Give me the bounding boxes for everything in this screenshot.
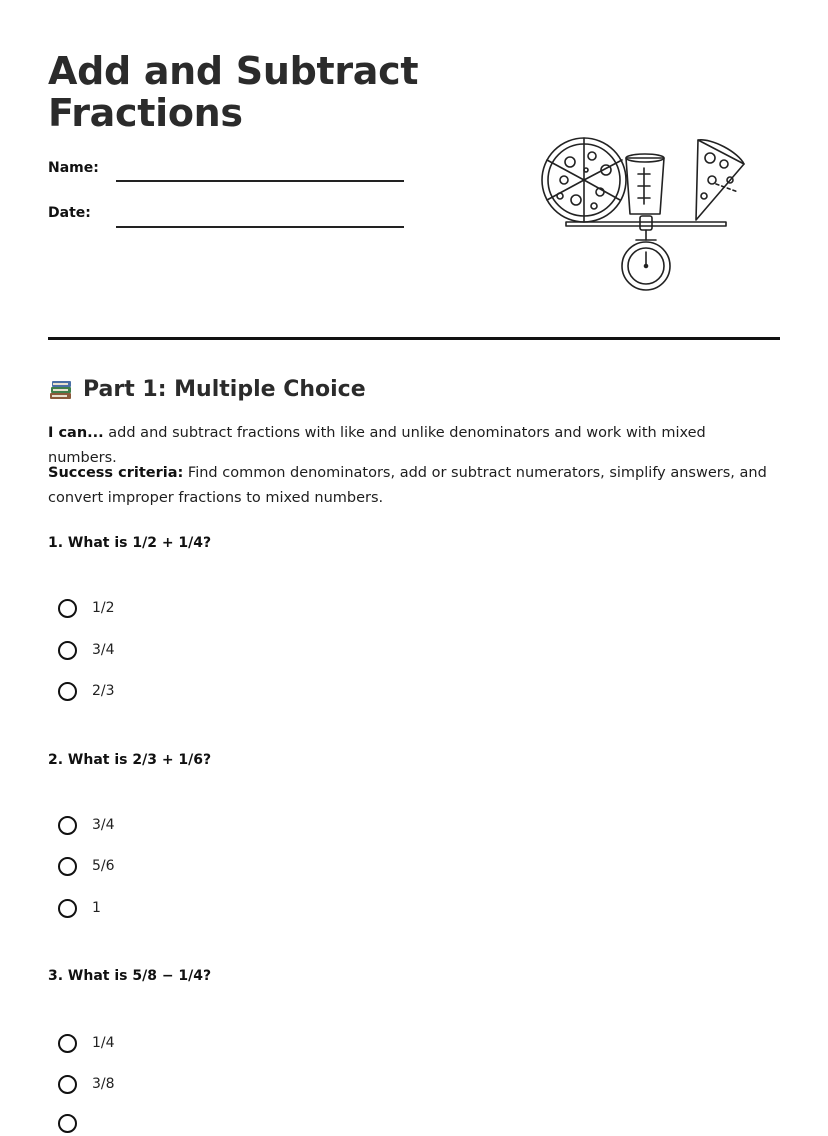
i-can-label: I can... — [48, 425, 104, 441]
question-3-option-2[interactable] — [58, 1071, 115, 1097]
name-label: Name: — [48, 160, 99, 176]
success-criteria-text: Find common denominators, add or subtract numerators, simplify answers, and convert improper fractions to mixed numbers. — [48, 465, 767, 506]
question-1-option-1[interactable] — [58, 595, 115, 621]
option-label: 3/8 — [92, 1076, 115, 1092]
question-2: 2. What is 2/3 + 1/6? — [48, 752, 212, 768]
title-line-1: Add and Subtract — [48, 49, 419, 93]
pizza-scale-illustration — [540, 134, 746, 292]
question-2-option-2[interactable] — [58, 853, 115, 879]
part-1-heading — [48, 374, 366, 404]
success-criteria — [48, 461, 776, 511]
question-2-option-3[interactable] — [58, 895, 101, 921]
radio-button[interactable] — [58, 816, 77, 835]
success-criteria-label: Success criteria: — [48, 465, 184, 481]
radio-button[interactable] — [58, 1034, 77, 1053]
section-divider — [48, 337, 780, 340]
date-label: Date: — [48, 205, 91, 221]
radio-button[interactable] — [58, 682, 77, 701]
radio-button[interactable] — [58, 641, 77, 660]
date-field[interactable] — [116, 226, 404, 228]
option-label: 3/4 — [92, 817, 115, 833]
part-1-title: Part 1: Multiple Choice — [83, 376, 366, 402]
question-3-option-3[interactable] — [58, 1110, 92, 1136]
option-label: 1/4 — [92, 1035, 115, 1051]
question-1-option-2[interactable] — [58, 637, 115, 663]
question-1: 1. What is 1/2 + 1/4? — [48, 535, 212, 551]
radio-button[interactable] — [58, 899, 77, 918]
radio-button[interactable] — [58, 599, 77, 618]
page-title — [48, 50, 468, 134]
books-icon — [48, 376, 74, 402]
title-line-2: Fractions — [48, 91, 243, 135]
radio-button[interactable] — [58, 857, 77, 876]
question-2-option-1[interactable] — [58, 812, 115, 838]
option-label: 5/6 — [92, 858, 115, 874]
option-label: 3/4 — [92, 642, 115, 658]
option-label: 1 — [92, 900, 101, 916]
question-3-option-1[interactable] — [58, 1030, 115, 1056]
i-can-text: add and subtract fractions with like and unlike denominators and work with mixed numbers. — [48, 425, 706, 466]
question-3: 3. What is 5/8 − 1/4? — [48, 968, 212, 984]
radio-button[interactable] — [58, 1114, 77, 1133]
option-label: 2/3 — [92, 683, 115, 699]
radio-button[interactable] — [58, 1075, 77, 1094]
name-field[interactable] — [116, 180, 404, 182]
option-label: 1/2 — [92, 600, 115, 616]
question-1-option-3[interactable] — [58, 678, 115, 704]
